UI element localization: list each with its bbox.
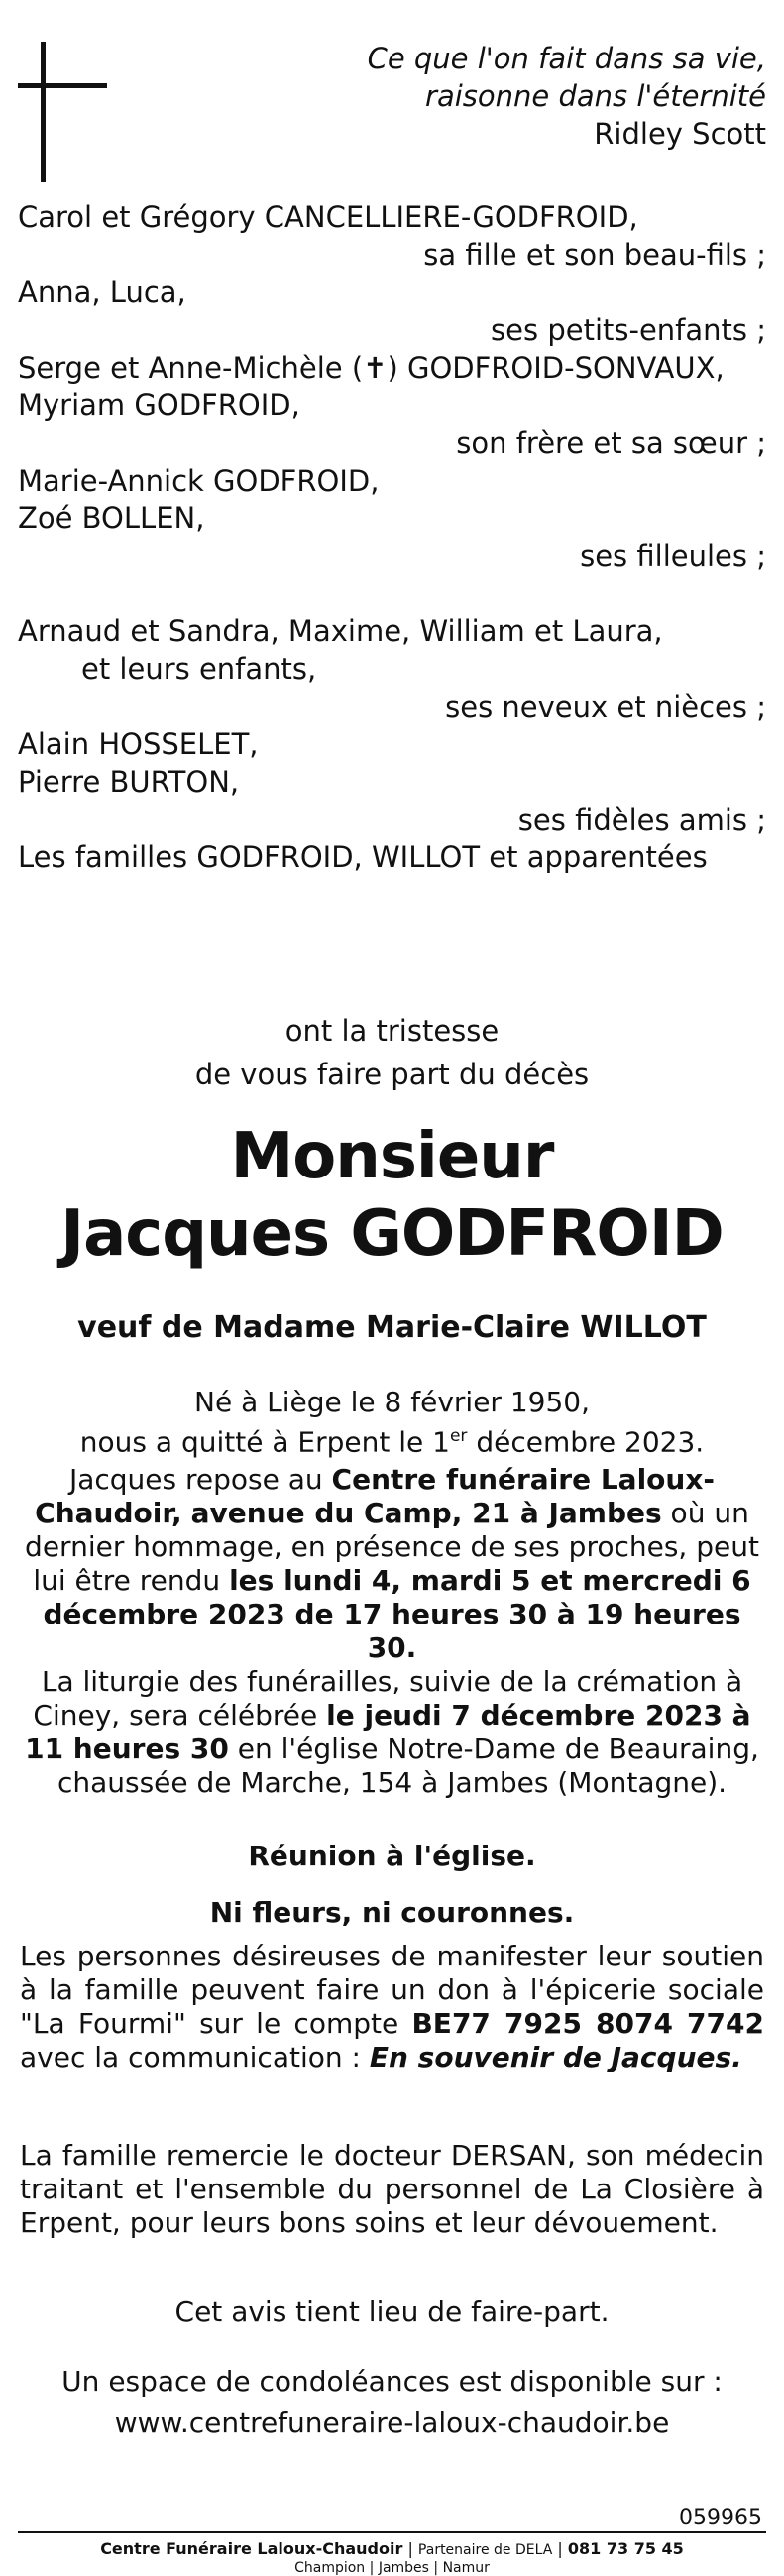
family-line: Zoé BOLLEN,: [18, 502, 205, 535]
announce-line-1: ont la tristesse: [284, 1014, 500, 1048]
deceased-honorific: Monsieur: [230, 1120, 554, 1193]
location: Namur: [442, 2560, 490, 2576]
family-relation: sa fille et son beau-fils ;: [423, 238, 766, 272]
family-relation: son frère et sa sœur ;: [456, 426, 766, 460]
birth-death: [20, 1386, 764, 1459]
thanks-paragraph: La famille remercie le docteur DERSAN, son médecin traitant et l'ensemble du personnel de La Closière à Erpent, pour leurs bons soins et leur dévouement.: [20, 2139, 764, 2239]
quote-line-1: Ce que l'on fait dans sa vie,: [367, 42, 766, 75]
deceased-name: Jacques GODFROID: [60, 1197, 724, 1271]
family-line: Myriam GODFROID,: [18, 389, 300, 422]
family-relation: ses neveux et nièces ;: [445, 690, 766, 724]
location: Jambes: [378, 2560, 429, 2576]
quote-author: Ridley Scott: [594, 117, 766, 151]
family-line: Pierre BURTON,: [18, 765, 240, 799]
company-name: Centre Funéraire Laloux-Chaudoir: [100, 2539, 403, 2558]
liturgy-paragraph: La liturgie des funérailles, suivie de la crémation à Ciney, sera célébrée le jeudi 7 décembre 2023 à 11 heures 30 en l'église Notre-Dame de Beauraing, chaussée de Marche, 154 à Jambes (Montagne).: [25, 1665, 759, 1799]
widow-of: veuf de Madame Marie-Claire WILLOT: [77, 1310, 707, 1345]
family-line: et leurs enfants,: [81, 652, 317, 686]
partner-label: Partenaire de DELA: [417, 2542, 553, 2558]
condolences: [20, 2365, 764, 2440]
condolences-line: Un espace de condoléances est disponible sur :: [61, 2365, 723, 2398]
condolences-url[interactable]: www.centrefuneraire-laloux-chaudoir.be: [114, 2407, 670, 2439]
reference-number: 059965: [679, 2506, 762, 2530]
no-flowers-note: Ni fleurs, ni couronnes.: [209, 1896, 575, 1929]
notice-line: Cet avis tient lieu de faire-part.: [174, 2296, 610, 2328]
family-line: Marie-Annick GODFROID,: [18, 464, 380, 498]
family-line: Anna, Luca,: [18, 276, 186, 309]
announce-line-2: de vous faire part du décès: [194, 1058, 590, 1091]
deceased-title: [0, 1118, 784, 1273]
reunion-note: Réunion à l'église.: [248, 1840, 536, 1872]
family-line: Arnaud et Sandra, Maxime, William et Laura,: [18, 615, 663, 648]
quote-line-2: raisonne dans l'éternité: [425, 79, 766, 113]
family-line: Alain HOSSELET,: [18, 728, 259, 761]
family-line: Serge et Anne-Michèle (✝) GODFROID-SONVAUX,: [18, 351, 725, 385]
family-relation: ses filleules ;: [580, 539, 766, 573]
funeral-home-footer: Centre Funéraire Laloux-Chaudoir | Partenaire de DELA | 081 73 75 45 Champion | Jambes | Namur: [18, 2531, 766, 2576]
repose-paragraph: Jacques repose au Centre funéraire Laloux-Chaudoir, avenue du Camp, 21 à Jambes où un dernier hommage, en présence de ses proches, peut lui être rendu les lundi 4, mardi 5 et mercredi 6 décembre 2023 de 17 heures 30 à 19 heures 30.: [25, 1463, 759, 1664]
family-relation: ses fidèles amis ;: [517, 803, 766, 837]
family-line: Les familles GODFROID, WILLOT et apparentées: [18, 840, 708, 874]
family-relation: ses petits-enfants ;: [491, 313, 766, 347]
announcement: [0, 1009, 784, 1096]
death-line: nous a quitté à Erpent le 1er décembre 2023.: [79, 1425, 705, 1459]
donation-paragraph: Les personnes désireuses de manifester leur soutien à la famille peuvent faire un don à l'épicerie sociale "La Fourmi" sur le compte BE77 7925 8074 7742 avec la communication : En souvenir de Jacques.: [20, 1940, 764, 2073]
family-list: [18, 198, 766, 876]
epigraph-quote: [368, 40, 766, 153]
birth-line: Né à Liège le 8 février 1950,: [194, 1386, 590, 1418]
family-line: Carol et Grégory CANCELLIERE-GODFROID,: [18, 200, 638, 234]
phone-number: 081 73 75 45: [567, 2539, 684, 2558]
location: Champion: [294, 2560, 366, 2576]
